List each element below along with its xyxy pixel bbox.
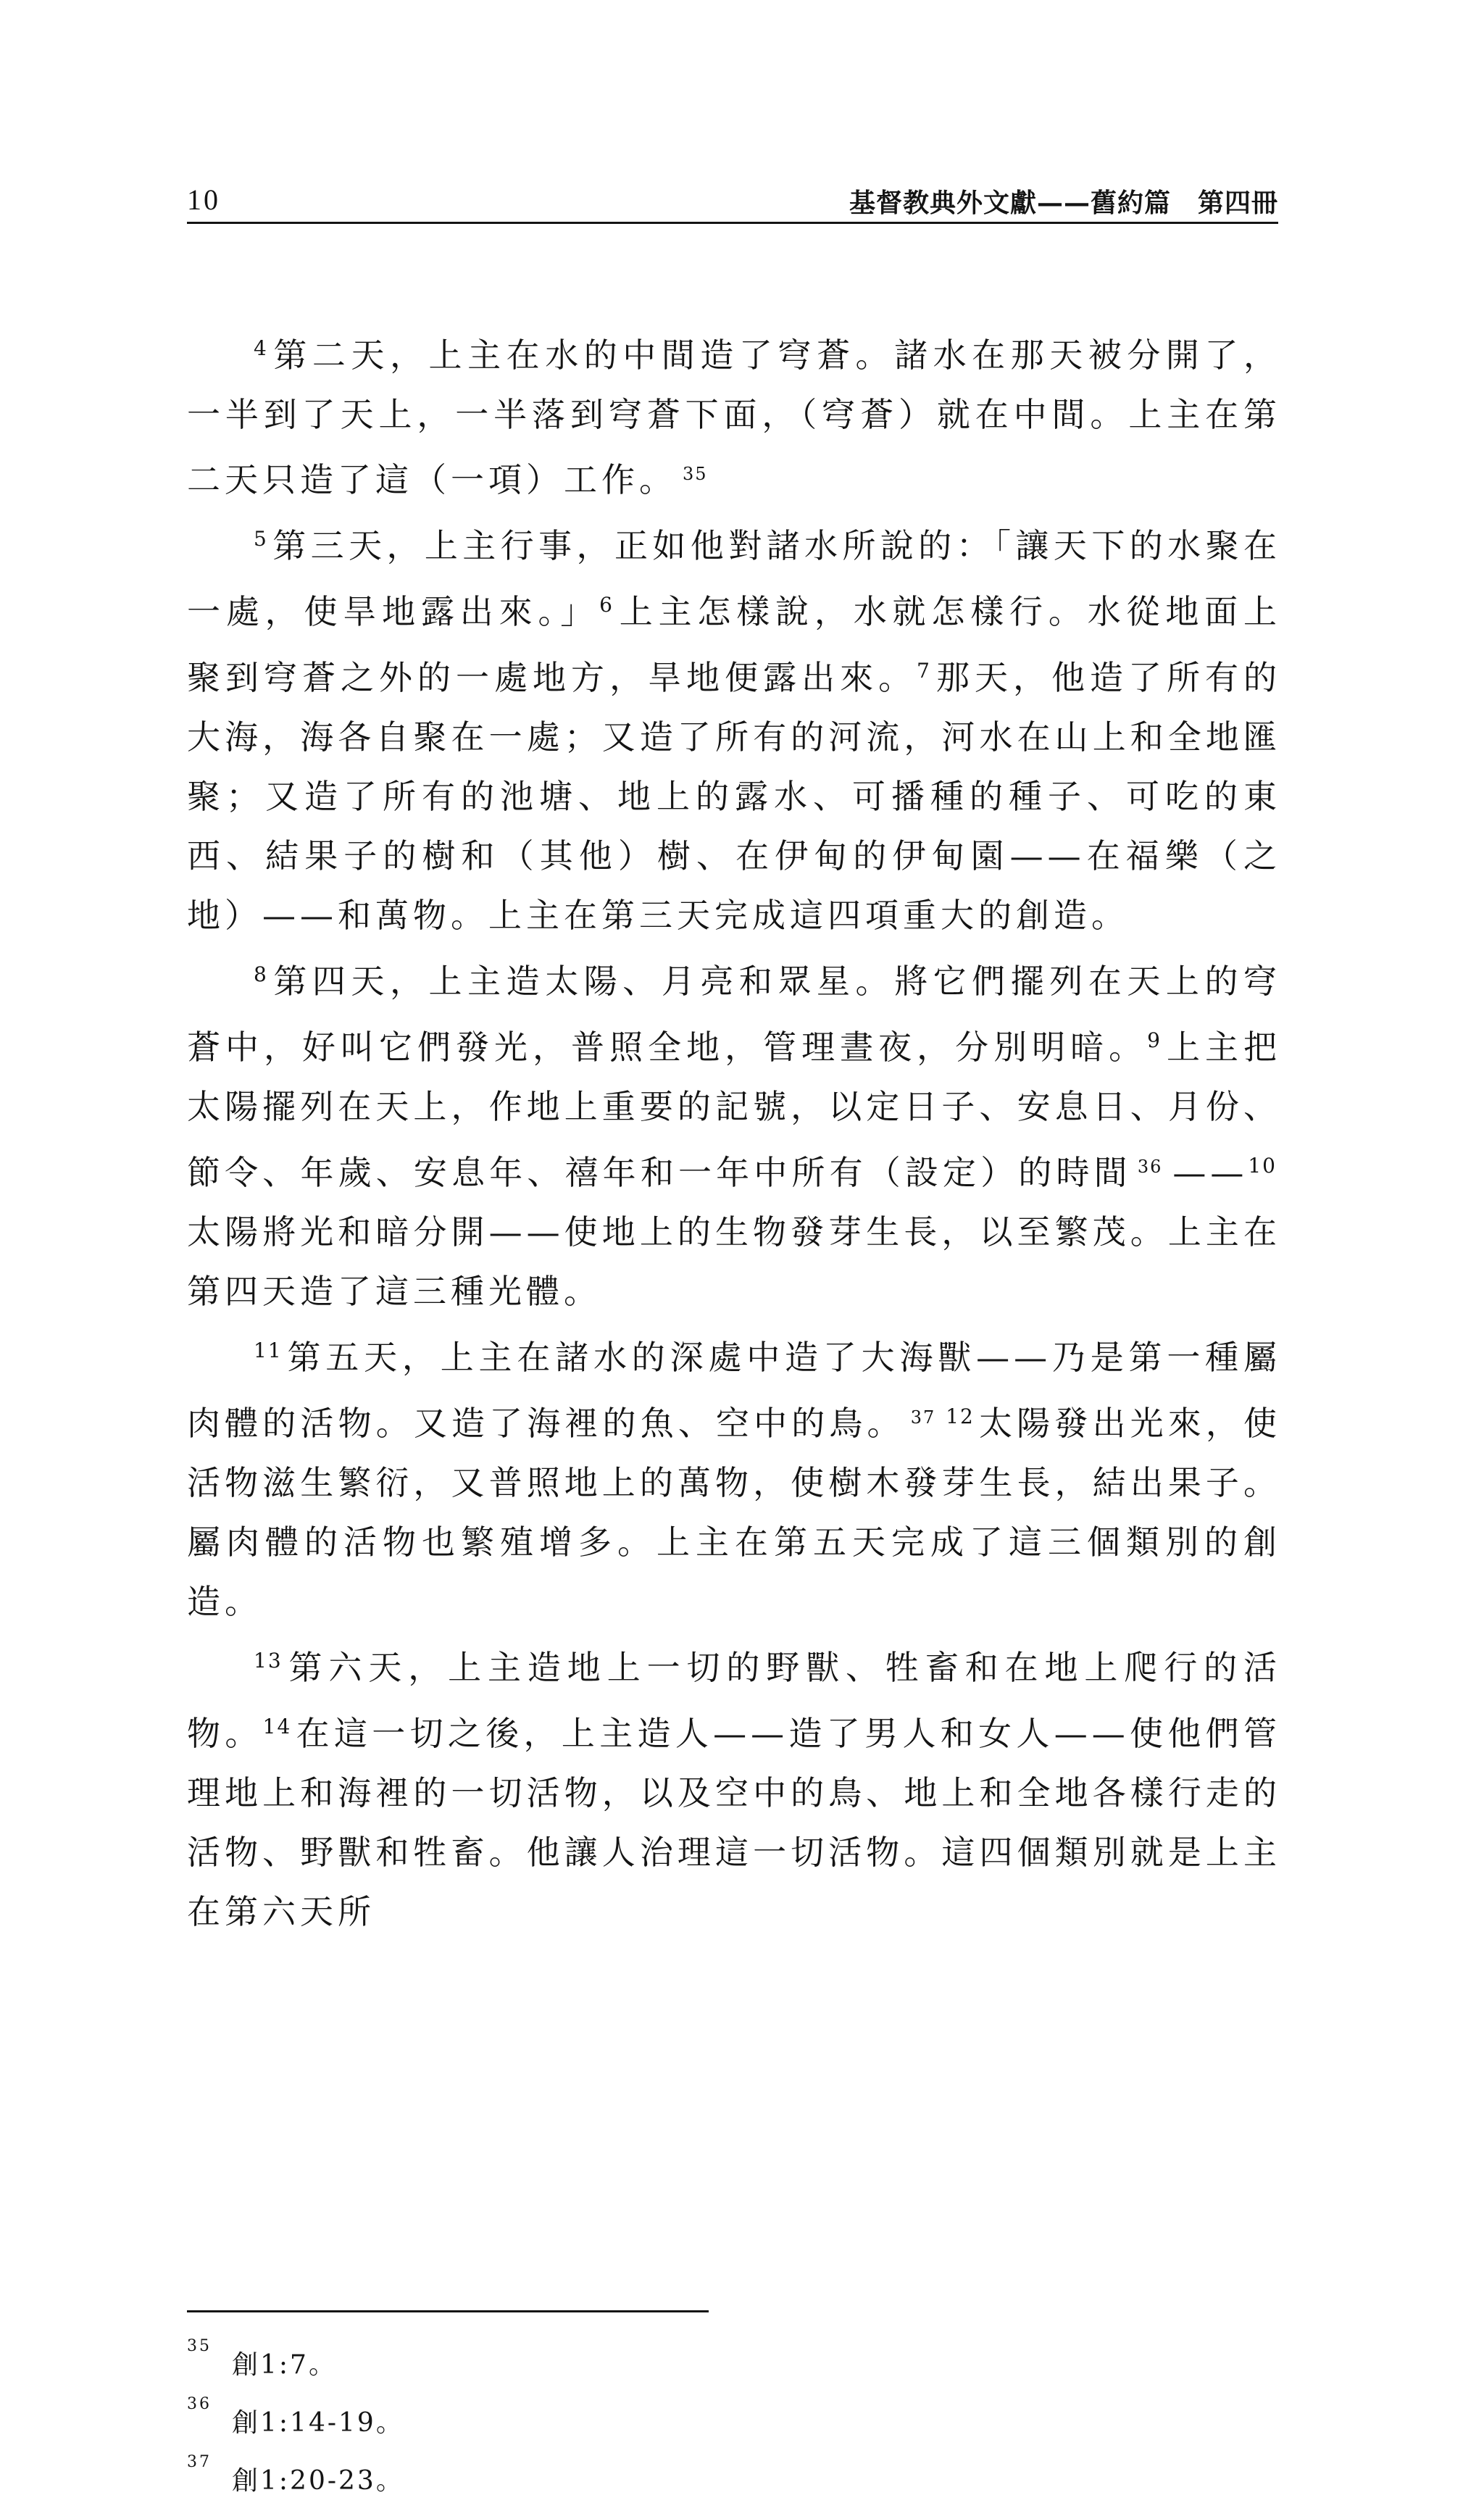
verse-number: 13 xyxy=(254,1649,283,1673)
verse-number: 4 xyxy=(254,336,268,360)
footnote-number: 37 xyxy=(187,2453,212,2471)
paragraph-text: 那天，他造了所有的大海，海各自聚在一處；又造了所有的河流，河水在山上和全地匯聚；又造了所有的池塘、地上的露水、可播種的種子、可吃的東西、結果子的樹和（其他）樹、在伊甸的伊甸園——在福樂（之地）——和萬物。上主在第三天完成這四項重大的創造。 xyxy=(187,658,1282,935)
page-number: 10 xyxy=(187,183,220,216)
footnote-37 xyxy=(187,2453,912,2511)
running-header xyxy=(187,183,1278,224)
footnote-text: 創1:7。 xyxy=(232,2350,337,2380)
paragraph-text: 第五天，上主在諸水的深處中造了大海獸——乃是第一種屬肉體的活物。又造了海裡的魚、空中的鳥。 xyxy=(187,1338,1281,1443)
footnote-ref: 35 xyxy=(683,464,708,484)
paragraph xyxy=(187,1321,1281,1631)
verse-number: 9 xyxy=(1147,1028,1162,1052)
verse-number: 6 xyxy=(599,593,614,617)
verse-number: 11 xyxy=(254,1338,283,1362)
paragraph-text: —— xyxy=(1172,1153,1249,1192)
verse-number: 7 xyxy=(917,659,931,683)
paragraph-text: 在這一切之後，上主造人——造了男人和女人——使他們管理地上和海裡的一切活物，以及空中的鳥、地上和全地各樣行走的活物、野獸和牲畜。他讓人治理這一切活物。這四個類別就是上主在第六天所 xyxy=(187,1714,1282,1931)
verse-number: 5 xyxy=(254,527,268,551)
paragraph-text: 第三天，上主行事，正如他對諸水所說的：「讓天下的水聚在一處，使旱地露出來。」 xyxy=(187,526,1281,631)
footnote-ref: 37 xyxy=(910,1407,936,1428)
verse-number: 12 xyxy=(946,1404,975,1428)
body-text xyxy=(187,319,1281,1941)
paragraph xyxy=(187,509,1281,945)
paragraph-text: 太陽將光和暗分開——使地上的生物發芽生長，以至繁茂。上主在第四天造了這三種光體。 xyxy=(187,1212,1281,1311)
footnote-divider xyxy=(187,2310,709,2312)
footnotes xyxy=(187,2337,912,2511)
footnote-number: 35 xyxy=(187,2337,212,2355)
paragraph-text: 第四天，上主造太陽、月亮和眾星。將它們擺列在天上的穹蒼中，好叫它們發光，普照全地，管理晝夜，分別明暗。 xyxy=(187,962,1281,1067)
footnote-36 xyxy=(187,2395,912,2453)
paragraph xyxy=(187,945,1281,1321)
verse-number: 14 xyxy=(262,1715,292,1738)
paragraph-text: 第二天，上主在水的中間造了穹蒼。諸水在那天被分開了，一半到了天上，一半落到穹蒼下面，（穹蒼）就在中間。上主在第二天只造了這（一項）工作。 xyxy=(187,336,1281,499)
verse-number: 10 xyxy=(1248,1154,1277,1178)
running-title: 基督教典外文獻——舊約篇 第四冊 xyxy=(849,188,1278,218)
paragraph-text: 太陽發出光來，使活物滋生繁衍，又普照地上的萬物，使樹木發芽生長，結出果子。屬肉體的活物也繁殖增多。上主在第五天完成了這三個類別的創造。 xyxy=(187,1404,1282,1621)
paragraph-text: 上主怎樣說，水就怎樣行。水從地面上聚到穹蒼之外的一處地方，旱地便露出來。 xyxy=(187,592,1282,697)
footnote-number: 36 xyxy=(187,2395,212,2413)
footnote-text: 創1:20-23。 xyxy=(232,2466,404,2496)
footnote-text: 創1:14-19。 xyxy=(232,2408,404,2438)
footnote-ref: 36 xyxy=(1137,1157,1163,1177)
paragraph-text: 上主把太陽擺列在天上，作地上重要的記號，以定日子、安息日、月份、節令、年歲、安息年、禧年和一年中所有（設定）的時間 xyxy=(187,1028,1282,1192)
footnote-35 xyxy=(187,2337,912,2395)
paragraph-text: 第六天，上主造地上一切的野獸、牲畜和在地上爬行的活物。 xyxy=(187,1648,1281,1753)
paragraph xyxy=(187,319,1281,509)
paragraph xyxy=(187,1631,1281,1941)
verse-number: 8 xyxy=(254,962,268,986)
